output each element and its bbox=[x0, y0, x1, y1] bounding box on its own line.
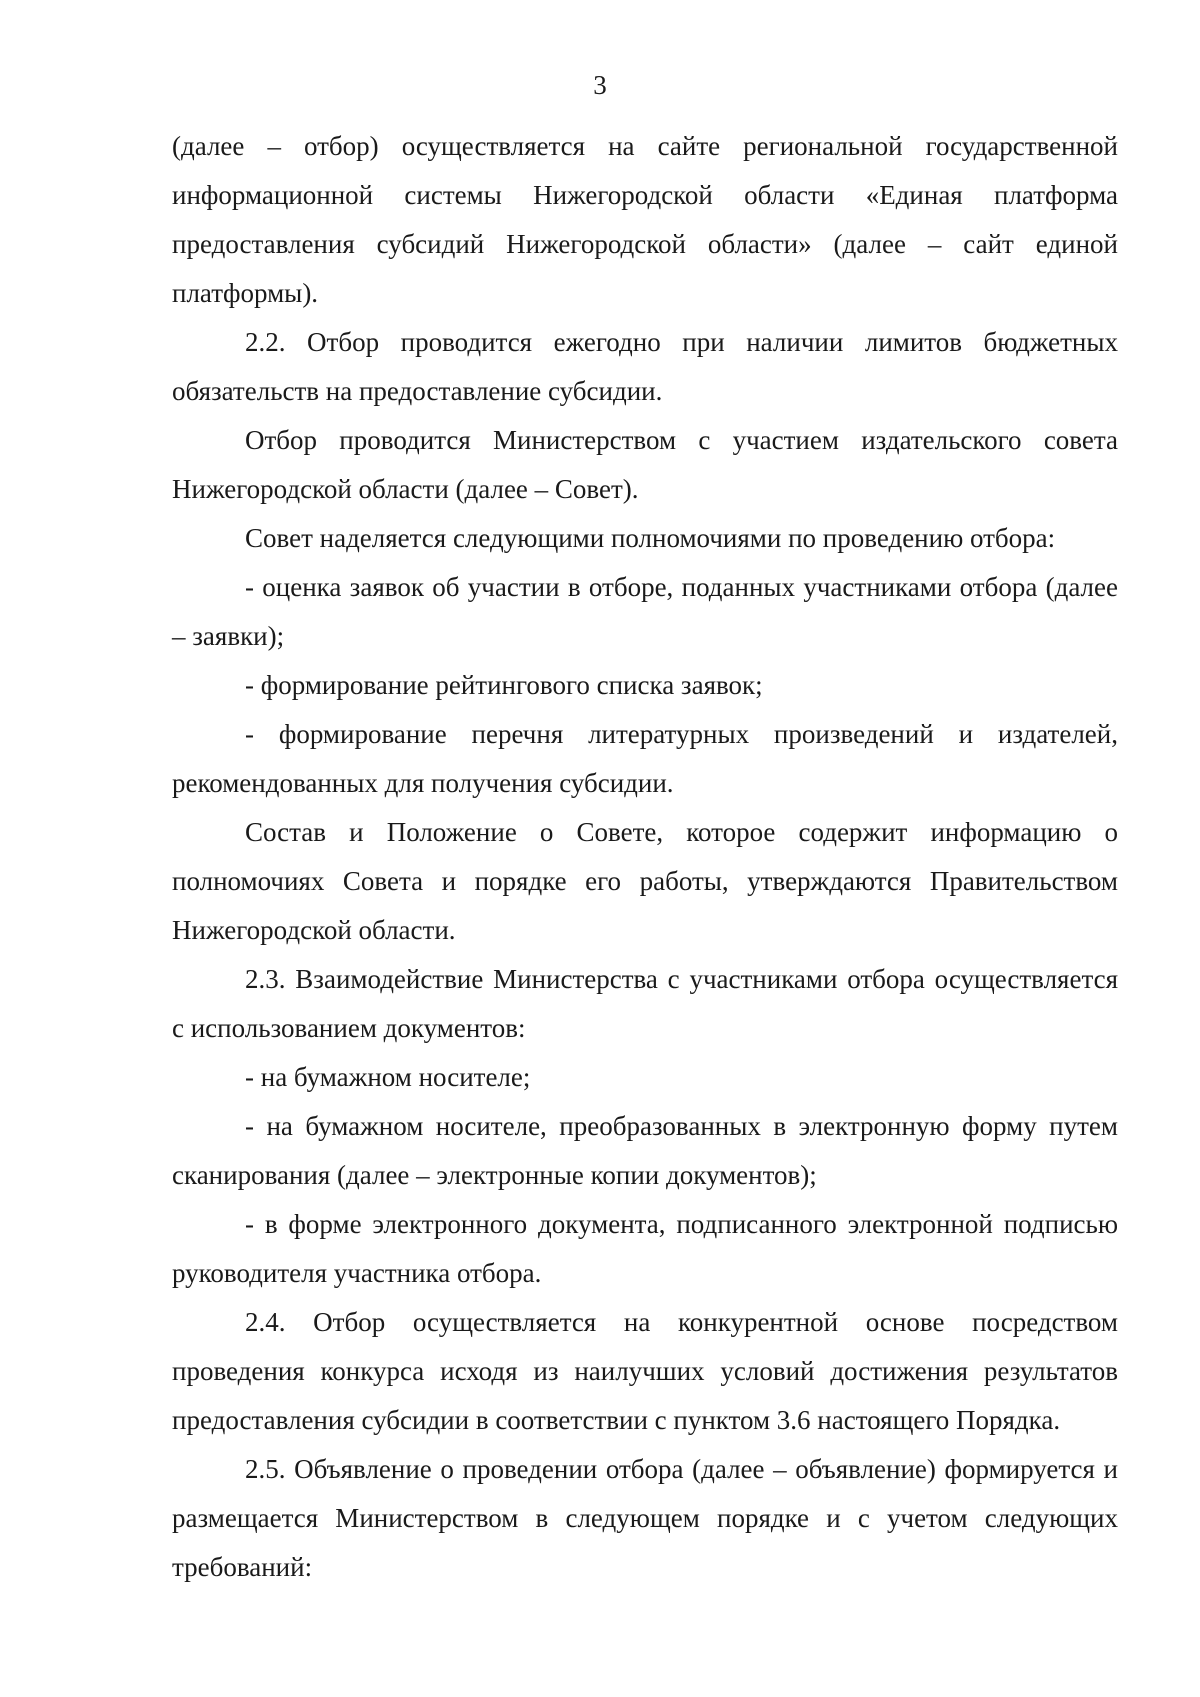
paragraph: 2.3. Взаимодействие Министерства с участниками отбора осуществляется с использованием документов: bbox=[172, 964, 1118, 1043]
document-body bbox=[172, 122, 1118, 1592]
paragraph: (далее – отбор) осуществляется на сайте региональной государственной информационной системы Нижегородской области «Единая платформа предоставления субсидий Нижегородской области» (далее – сайт единой платформы). bbox=[172, 131, 1118, 308]
paragraph: Совет наделяется следующими полномочиями по проведению отбора: bbox=[245, 523, 1056, 553]
paragraph: - оценка заявок об участии в отборе, поданных участниками отбора (далее – заявки); bbox=[172, 572, 1118, 651]
paragraph: - в форме электронного документа, подписанного электронной подписью руководителя участника отбора. bbox=[172, 1209, 1118, 1288]
paragraph: 2.5. Объявление о проведении отбора (далее – объявление) формируется и размещается Министерством в следующем порядке и с учетом следующих требований: bbox=[172, 1454, 1118, 1582]
paragraph: Отбор проводится Министерством с участием издательского совета Нижегородской области (далее – Совет). bbox=[172, 425, 1118, 504]
page-number: 3 bbox=[593, 70, 607, 100]
paragraph: 2.2. Отбор проводится ежегодно при наличии лимитов бюджетных обязательств на предоставление субсидии. bbox=[172, 327, 1118, 406]
paragraph: - формирование перечня литературных произведений и издателей, рекомендованных для получения субсидии. bbox=[172, 719, 1118, 798]
paragraph: - на бумажном носителе; bbox=[245, 1062, 531, 1092]
paragraph: - формирование рейтингового списка заявок; bbox=[245, 670, 763, 700]
paragraph: Состав и Положение о Совете, которое содержит информацию о полномочиях Совета и порядке его работы, утверждаются Правительством Нижегородской области. bbox=[172, 817, 1118, 945]
paragraph: 2.4. Отбор осуществляется на конкурентной основе посредством проведения конкурса исходя из наилучших условий достижения результатов предоставления субсидии в соответствии с пунктом 3.6 настоящего Порядка. bbox=[172, 1307, 1118, 1435]
paragraph: - на бумажном носителе, преобразованных в электронную форму путем сканирования (далее – электронные копии документов); bbox=[172, 1111, 1118, 1190]
